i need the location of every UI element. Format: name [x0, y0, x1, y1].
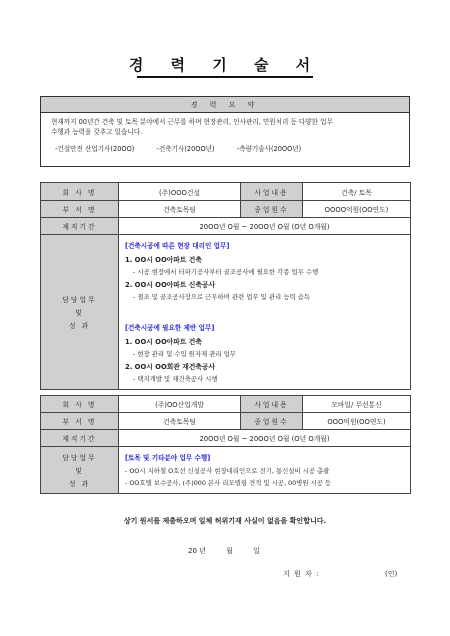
career-summary-text [41, 113, 409, 137]
project-title: 1. OO시 OO아파트 건축 [125, 256, 202, 264]
department-label: 부 서 명 [41, 413, 119, 430]
career-summary-box [40, 96, 410, 167]
project-description: - 택지개발 및 재건축공사 시행 [133, 375, 218, 383]
seal-mark: (인) [385, 570, 398, 578]
period-label: 재직기간 [41, 218, 119, 235]
period-label: 재직기간 [41, 430, 119, 447]
business-label: 사업내용 [241, 396, 303, 413]
certification-item: -건축기사(20OO년) [156, 145, 215, 153]
career-table-2 [40, 395, 411, 494]
employees-value: OOOO억원(OO연도) [303, 201, 411, 218]
duties-label: 담당업무 및 성 과 [41, 447, 119, 494]
date-year: 20 년 [188, 547, 206, 555]
project-title: 2. OO시 OO아파트 신축공사 [125, 281, 216, 289]
duties-detail [119, 447, 411, 494]
section-heading: [건축시공에 따른 현장 대리인 업무] [125, 242, 230, 250]
summary-line-2: 수행과 능력을 갖추고 있습니다. [51, 128, 143, 136]
confirmation-statement: 상기 원서를 제출하오며 일체 허위기재 사실이 없음을 확인합니다. [123, 517, 327, 525]
certifications [41, 137, 409, 153]
business-content: 건축/ 토목 [303, 183, 411, 201]
department-label: 부 서 명 [41, 201, 119, 218]
date-day: 일 [253, 547, 260, 555]
summary-line-1: 현재까지 00년간 건축 및 토목 분야에서 근무를 하며 현장관리, 인사관리, 민원처리 등 다양한 업무 [51, 118, 333, 126]
certification-item: -건설안전 산업기사(20OO) [55, 145, 135, 153]
career-table-1 [40, 182, 411, 390]
department-name: 건축토목팀 [119, 201, 241, 218]
applicant-label: 지 원 자 : [283, 570, 320, 578]
project-description: - 철조 및 골조공사장으로 근무하며 관련 업무 및 관리 능력 습득 [133, 293, 310, 301]
department-name: 건축토목팀 [119, 413, 241, 430]
section-heading: [토목 및 기타분야 업무 수행] [125, 454, 211, 462]
project-description: - OO시 지하철 O호선 신설공사 현장대리인으로 전기, 통신설비 시공 총괄 [125, 467, 330, 475]
employees-label: 종업원수 [241, 413, 303, 430]
business-content: 모바일/ 무선통신 [303, 396, 411, 413]
document-title: 경 력 기 술 서 [128, 56, 322, 74]
company-name: (주)OOO건설 [119, 183, 241, 201]
employees-value: OOO억원(OO연도) [303, 413, 411, 430]
business-label: 사업내용 [241, 183, 303, 201]
date-month: 월 [226, 547, 233, 555]
project-title: 2. OO시 OO회관 재건축공사 [125, 363, 216, 371]
title-underline [137, 76, 313, 78]
employment-period: 20OO년 O월 ~ 20OO년 O월 (O년 O개월) [119, 218, 411, 235]
project-description: - 현장 관리 및 수입 원자재 관리 업무 [133, 350, 236, 358]
employees-label: 종업원수 [241, 201, 303, 218]
project-description: - 시공 현장에서 터파기공사부터 골조공사에 필요한 각종 업무 수행 [133, 268, 319, 276]
section-heading: [건축시공에 필요한 제반 업무] [125, 324, 215, 332]
company-label: 회 사 명 [41, 396, 119, 413]
career-summary-header: 경 력 요 약 [41, 97, 409, 113]
company-label: 회 사 명 [41, 183, 119, 201]
signature-date [188, 546, 278, 556]
project-title: 1. OO시 OO아파트 건축 [125, 338, 202, 346]
company-name: (주)OO산업개발 [119, 396, 241, 413]
duties-label: 담당업무 및 성 과 [41, 235, 119, 390]
duties-detail [119, 235, 411, 390]
project-description: - OO호텔 보수공사, (주)000 본사 리모델링 견적 및 시공, 00병원 시공 등 [125, 479, 332, 487]
certification-item: -측량기술사(20OO년) [236, 145, 302, 153]
employment-period: 20OO년 O월 ~ 20OO년 O월 (O년 O개월) [119, 430, 411, 447]
